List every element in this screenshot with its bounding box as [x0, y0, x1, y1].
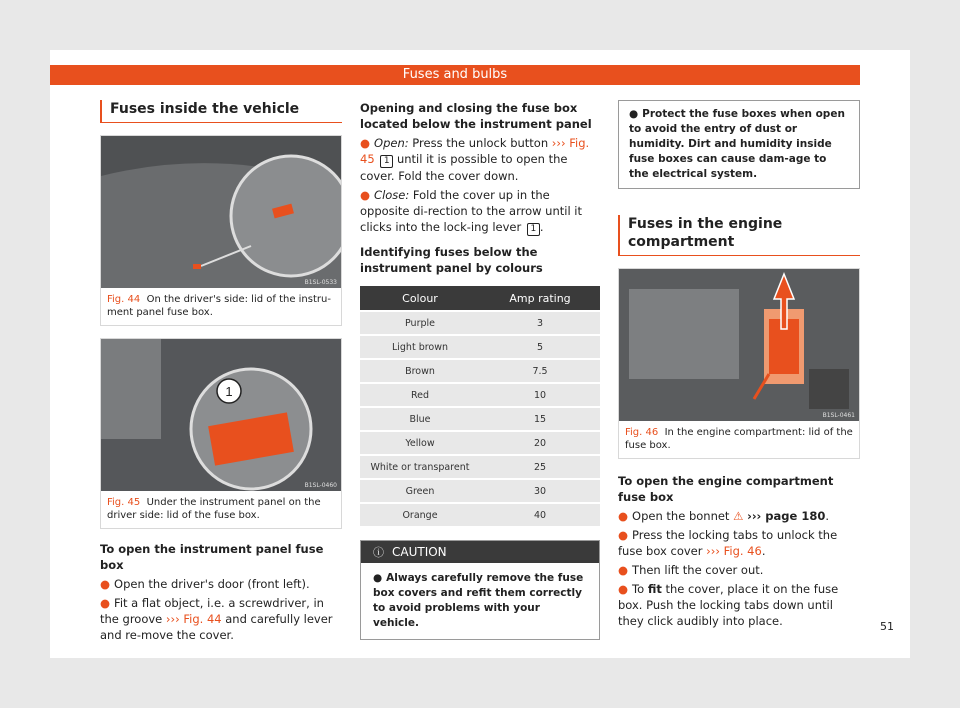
figure-ref: Fig. 45 [107, 497, 141, 508]
bullet-item [618, 562, 860, 578]
bullet-text: Fold the cover up in the opposite di-rection to the arrow until it clicks into the lock-ing lever [360, 188, 583, 234]
bullet-text: Open the driver's door (front left). [114, 577, 310, 591]
bullet-text: and carefully lever and re-move the cover. [100, 612, 333, 642]
caption-text: On the driver's side: lid of the instru-ment panel fuse box. [107, 294, 331, 318]
number-badge: 1 [527, 223, 540, 236]
table-header-row [360, 286, 600, 310]
cell: 40 [480, 504, 600, 526]
figure-caption [101, 288, 341, 325]
number-badge: 1 [380, 155, 393, 168]
bullet-item [618, 581, 860, 629]
column-header: Amp rating [480, 286, 600, 310]
bullet-text: Then lift the cover out. [632, 563, 764, 577]
label: Open: [374, 136, 409, 150]
fig-link[interactable]: ››› Fig. 46 [706, 544, 762, 558]
figure-ref: Fig. 46 [625, 427, 659, 438]
bullet-icon: ● [360, 188, 371, 202]
table-row [360, 504, 600, 526]
table-row [360, 360, 600, 382]
label: Close: [374, 188, 410, 202]
image-code: B1SL-0533 [304, 279, 337, 286]
engine-open-heading: To open the engine compartment fuse box [618, 474, 834, 504]
fuse-colour-table [360, 284, 600, 528]
bullet-icon: ● [618, 563, 629, 577]
cell: 3 [480, 312, 600, 334]
cell: Orange [360, 504, 480, 526]
figure-44 [100, 135, 342, 326]
protect-box [618, 100, 860, 189]
caution-header [361, 541, 599, 563]
cell: Blue [360, 408, 480, 430]
bullet-item [100, 595, 342, 643]
cell: Red [360, 384, 480, 406]
cell: Light brown [360, 336, 480, 358]
cell: 30 [480, 480, 600, 502]
cell: Brown [360, 360, 480, 382]
page-number: 51 [880, 620, 894, 633]
identify-heading: Identifying fuses below the instrument panel by colours [360, 245, 543, 275]
table-row [360, 432, 600, 454]
cell: 15 [480, 408, 600, 430]
engine-fuse-image [619, 269, 859, 421]
bullet-icon: ● [360, 136, 371, 150]
bullet-text: Fit a flat object, i.e. a screwdriver, in the groove [100, 596, 324, 626]
image-code: B1SL-0461 [822, 412, 855, 419]
protect-text: Protect the fuse boxes when open to avoid the entry of dust or humidity. Dirt and humidity inside fuse boxes can cause dam-age to the electrical system. [629, 108, 845, 180]
column-1 [100, 100, 342, 646]
bullet-icon: ● [373, 572, 383, 584]
cell: Yellow [360, 432, 480, 454]
bullet-text: Open the bonnet [632, 509, 730, 523]
table-row [360, 384, 600, 406]
table-row [360, 312, 600, 334]
table-row [360, 336, 600, 358]
figure-caption [619, 421, 859, 458]
figure-ref: Fig. 44 [107, 294, 141, 305]
table-row [360, 408, 600, 430]
table-row [360, 480, 600, 502]
bullet-text: Press the unlock button [412, 136, 549, 150]
fig46-illustration [619, 269, 859, 421]
bullet-text: Press the locking tabs to unlock the fuse box cover [618, 528, 838, 558]
marker-1: 1 [225, 384, 233, 399]
column-3 [618, 100, 860, 632]
chapter-header: Fuses and bulbs [50, 65, 860, 85]
figure-45 [100, 338, 342, 529]
cell: Green [360, 480, 480, 502]
caution-body [361, 563, 599, 639]
image-code: B1SL-0460 [304, 482, 337, 489]
cell: 25 [480, 456, 600, 478]
caution-box [360, 540, 600, 640]
fig-link[interactable]: ››› Fig. 44 [165, 612, 222, 626]
column-header: Colour [360, 286, 480, 310]
page-link[interactable]: ››› page 180 [747, 509, 826, 523]
bullet-icon: ● [100, 577, 111, 591]
cell: 20 [480, 432, 600, 454]
bullet-icon: ● [100, 596, 111, 610]
section-title: Fuses inside the vehicle [100, 100, 342, 123]
bullet-text: To [632, 582, 645, 596]
fig-link[interactable]: ››› Fig. 45 [360, 136, 590, 166]
bullet-icon: ● [618, 509, 629, 523]
fuse-panel-image [101, 339, 341, 491]
open-heading: To open the instrument panel fuse box [100, 542, 324, 572]
bullet-item: ● Open the bonnet ⚠ ››› page 180. [618, 509, 829, 523]
protect-body [619, 101, 859, 188]
bullet-item [360, 135, 600, 184]
fuse-lid-image [101, 136, 341, 288]
bullet-item: ● Close: Fold the cover up in the opposite di-rection to the arrow until it clicks into the lock-ing lever 1 . [360, 188, 583, 234]
bullet-item [100, 576, 342, 592]
bullet-icon: ● [629, 108, 639, 120]
bullet-icon: ● [618, 582, 629, 596]
cell: White or transparent [360, 456, 480, 478]
fig44-illustration [101, 136, 341, 288]
caution-title: CAUTION [392, 545, 447, 559]
cell: 5 [480, 336, 600, 358]
bullet-icon: ● [618, 528, 629, 542]
caption-text: In the engine compartment: lid of the fuse box. [625, 427, 853, 451]
bullet-item: ● Press the locking tabs to unlock the fuse box cover ››› Fig. 46. [618, 528, 838, 558]
figure-caption [101, 491, 341, 528]
caption-text: Under the instrument panel on the driver side: lid of the fuse box. [107, 497, 321, 521]
caution-text: Always carefully remove the fuse box covers and refit them correctly to avoid problems with your vehicle. [373, 572, 584, 629]
bullet-text: until it is possible to open the cover. Fold the cover down. [360, 152, 568, 183]
info-icon: ⓘ [373, 546, 384, 559]
bold-term: fit [647, 582, 662, 596]
opening-closing-heading: Opening and closing the fuse box located below the instrument panel [360, 101, 592, 131]
column-2 [360, 100, 600, 640]
table-row [360, 456, 600, 478]
cell: 10 [480, 384, 600, 406]
warning-icon: ⚠ [733, 509, 744, 523]
fig45-illustration [101, 339, 341, 491]
section-title: Fuses in the engine compartment [618, 215, 860, 256]
bullet-text: the cover, place it on the fuse box. Push the locking tabs down until they click audibly into place. [618, 582, 839, 628]
cell: 7.5 [480, 360, 600, 382]
cell: Purple [360, 312, 480, 334]
figure-46 [618, 268, 860, 459]
